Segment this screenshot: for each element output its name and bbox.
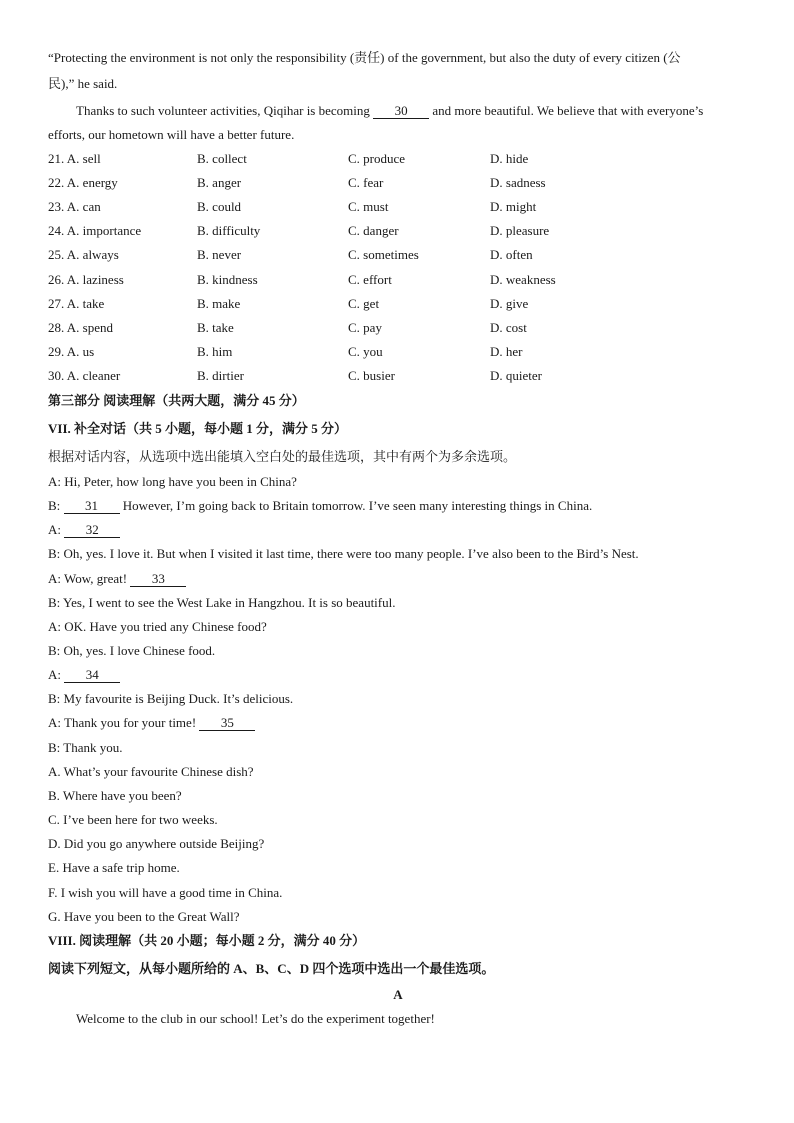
choice-item: D. Did you go anywhere outside Beijing? bbox=[48, 836, 265, 851]
dialogue-line: A: Wow, great! 33 bbox=[48, 571, 186, 587]
option-choice: 29. A. us bbox=[48, 344, 95, 359]
option-choice: B. kindness bbox=[197, 272, 258, 287]
passage-line: 民),” he said. bbox=[48, 76, 118, 91]
blank-31: 31 bbox=[64, 499, 120, 514]
dialogue-line: B: Yes, I went to see the West Lake in Hangzhou. It is so beautiful. bbox=[48, 595, 396, 610]
option-choice: B. dirtier bbox=[197, 368, 244, 383]
blank-34: 34 bbox=[64, 668, 120, 683]
option-choice: D. cost bbox=[490, 320, 527, 335]
option-choice: B. take bbox=[197, 320, 234, 335]
choice-item: A. What’s your favourite Chinese dish? bbox=[48, 764, 254, 779]
option-choice: 22. A. energy bbox=[48, 175, 118, 190]
blank-33: 33 bbox=[130, 572, 186, 587]
option-choice: D. her bbox=[490, 344, 523, 359]
option-choice: B. difficulty bbox=[197, 223, 261, 238]
passage-line: Thanks to such volunteer activities, Qiqihar is becoming 30 and more beautiful. We believe that with everyone’s bbox=[76, 103, 704, 118]
choice-item: E. Have a safe trip home. bbox=[48, 860, 180, 875]
option-choice: B. could bbox=[197, 199, 242, 214]
passage-first-line: Welcome to the club in our school! Let’s do the experiment together! bbox=[76, 1011, 435, 1026]
dialogue-line: A: 34 bbox=[48, 667, 120, 683]
blank-32: 32 bbox=[64, 523, 120, 538]
option-choice: 25. A. always bbox=[48, 247, 119, 262]
dialogue-line: B: Thank you. bbox=[48, 740, 123, 755]
option-choice: C. effort bbox=[348, 272, 392, 287]
option-choice: D. sadness bbox=[490, 175, 546, 190]
option-choice: B. make bbox=[197, 296, 241, 311]
dialogue-line: A: 32 bbox=[48, 522, 120, 538]
section8-instruction: 阅读下列短文，从每小题所给的 A、B、C、D 四个选项中选出一个最佳选项。 bbox=[48, 961, 495, 976]
choice-item: C. I’ve been here for two weeks. bbox=[48, 812, 218, 827]
option-choice: 21. A. sell bbox=[48, 151, 101, 166]
option-choice: C. busier bbox=[348, 368, 395, 383]
dialogue-line: B: Oh, yes. I love Chinese food. bbox=[48, 643, 216, 658]
choice-item: G. Have you been to the Great Wall? bbox=[48, 909, 240, 924]
part3-heading: 第三部分 阅读理解（共两大题，满分 45 分） bbox=[48, 393, 305, 408]
option-choice: C. fear bbox=[348, 175, 384, 190]
section7-heading: VII. 补全对话（共 5 小题，每小题 1 分，满分 5 分） bbox=[48, 421, 348, 436]
option-choice: 27. A. take bbox=[48, 296, 105, 311]
passage-label: A bbox=[393, 987, 403, 1002]
option-choice: D. quieter bbox=[490, 368, 542, 383]
option-choice: C. produce bbox=[348, 151, 406, 166]
dialogue-line: B: My favourite is Beijing Duck. It’s delicious. bbox=[48, 691, 294, 706]
option-choice: B. collect bbox=[197, 151, 247, 166]
blank-30: 30 bbox=[373, 104, 429, 119]
section8-heading: VIII. 阅读理解（共 20 小题；每小题 2 分，满分 40 分） bbox=[48, 933, 366, 948]
option-choice: D. give bbox=[490, 296, 529, 311]
option-choice: C. you bbox=[348, 344, 383, 359]
option-choice: B. anger bbox=[197, 175, 242, 190]
option-choice: D. weakness bbox=[490, 272, 556, 287]
dialogue-line: A: Thank you for your time! 35 bbox=[48, 715, 255, 731]
choice-item: B. Where have you been? bbox=[48, 788, 182, 803]
option-choice: C. must bbox=[348, 199, 389, 214]
option-choice: B. him bbox=[197, 344, 233, 359]
option-choice: 24. A. importance bbox=[48, 223, 142, 238]
section7-instruction: 根据对话内容，从选项中选出能填入空白处的最佳选项，其中有两个为多余选项。 bbox=[48, 449, 517, 464]
passage-line: “Protecting the environment is not only the responsibility (责任) of the government, but also the duty of every citizen (公 bbox=[48, 50, 681, 65]
option-choice: 26. A. laziness bbox=[48, 272, 124, 287]
option-choice: D. pleasure bbox=[490, 223, 550, 238]
option-choice: C. get bbox=[348, 296, 380, 311]
option-choice: D. hide bbox=[490, 151, 529, 166]
blank-35: 35 bbox=[199, 716, 255, 731]
option-choice: 28. A. spend bbox=[48, 320, 113, 335]
option-choice: C. sometimes bbox=[348, 247, 419, 262]
passage-line: efforts, our hometown will have a better future. bbox=[48, 127, 295, 142]
option-choice: C. danger bbox=[348, 223, 399, 238]
option-choice: C. pay bbox=[348, 320, 382, 335]
option-choice: D. might bbox=[490, 199, 537, 214]
dialogue-line: A: Hi, Peter, how long have you been in China? bbox=[48, 474, 297, 489]
option-choice: B. never bbox=[197, 247, 242, 262]
option-choice: 23. A. can bbox=[48, 199, 101, 214]
option-choice: D. often bbox=[490, 247, 533, 262]
dialogue-line: A: OK. Have you tried any Chinese food? bbox=[48, 619, 267, 634]
dialogue-line: B: Oh, yes. I love it. But when I visited it last time, there were too many people. I’ve also been to the Bird’s Nest. bbox=[48, 546, 639, 561]
dialogue-line: B: 31 However, I’m going back to Britain tomorrow. I’ve seen many interesting things in China. bbox=[48, 498, 593, 513]
choice-item: F. I wish you will have a good time in China. bbox=[48, 885, 283, 900]
option-choice: 30. A. cleaner bbox=[48, 368, 121, 383]
